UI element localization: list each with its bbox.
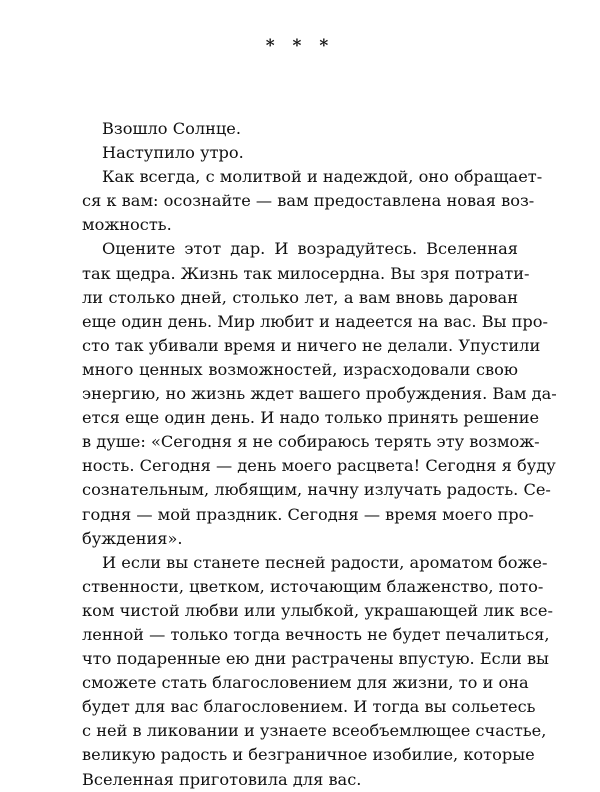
text-line: сознательным, любящим, начну излучать радость. Се-	[82, 480, 551, 500]
text-line: Оцените этот дар. И возрадуйтесь. Вселенная	[102, 239, 518, 259]
text-line: будет для вас благословением. И тогда вы сольетесь	[82, 697, 536, 717]
text-line: Как всегда, с молитвой и надеждой, оно обращает-	[102, 167, 543, 187]
text-line: ность. Сегодня — день моего расцвета! Сегодня я буду	[82, 456, 556, 476]
text-line: сможете стать благословением для жизни, то и она	[82, 673, 529, 693]
text-line: буждения».	[82, 528, 183, 548]
text-line: великую радость и безграничное изобилие, которые	[82, 745, 535, 765]
text-line: Наступило утро.	[102, 143, 244, 163]
text-line: ли столько дней, столько лет, а вам вновь дарован	[82, 287, 518, 307]
text-line: сто так убивали время и ничего не делали. Упустили	[82, 335, 541, 355]
paragraph	[82, 237, 557, 550]
paragraph	[82, 165, 543, 237]
text-line: в душе: «Сегодня я не собираюсь терять эту возмож-	[82, 432, 540, 452]
text-line: Вселенная приготовила для вас.	[82, 769, 362, 789]
text-line: ся к вам: осознайте — вам предоставлена новая воз-	[82, 191, 535, 211]
paragraph	[82, 141, 518, 165]
section-separator: * * *	[265, 36, 335, 56]
text-body	[82, 117, 557, 792]
text-line: много ценных возможностей, израсходовали свою	[82, 359, 518, 379]
text-line: энергию, но жизнь ждет вашего пробуждения. Вам да-	[82, 384, 557, 404]
text-line: ственности, цветком, источающим блаженство, пото-	[82, 576, 544, 596]
text-line: годня — мой праздник. Сегодня — время моего про-	[82, 504, 534, 524]
text-line: можность.	[82, 215, 172, 235]
text-line: еще один день. Мир любит и надеется на вас. Вы про-	[82, 311, 548, 331]
paragraph	[82, 551, 553, 792]
text-line: с ней в ликовании и узнаете всеобъемлющее счастье,	[82, 721, 547, 741]
text-line: Взошло Солнце.	[102, 119, 242, 138]
text-line: так щедра. Жизнь так милосердна. Вы зря потрати-	[82, 263, 530, 283]
text-line: что подаренные ею дни растрачены впустую. Если вы	[82, 649, 549, 669]
text-line: И если вы станете песней радости, ароматом боже-	[102, 552, 548, 572]
text-line: ленной — только тогда вечность не будет печалиться,	[82, 624, 550, 644]
text-line: ется еще один день. И надо только принять решение	[82, 408, 540, 428]
paragraph	[82, 117, 518, 141]
text-line: ком чистой любви или улыбкой, украшающей лик все-	[82, 600, 553, 620]
